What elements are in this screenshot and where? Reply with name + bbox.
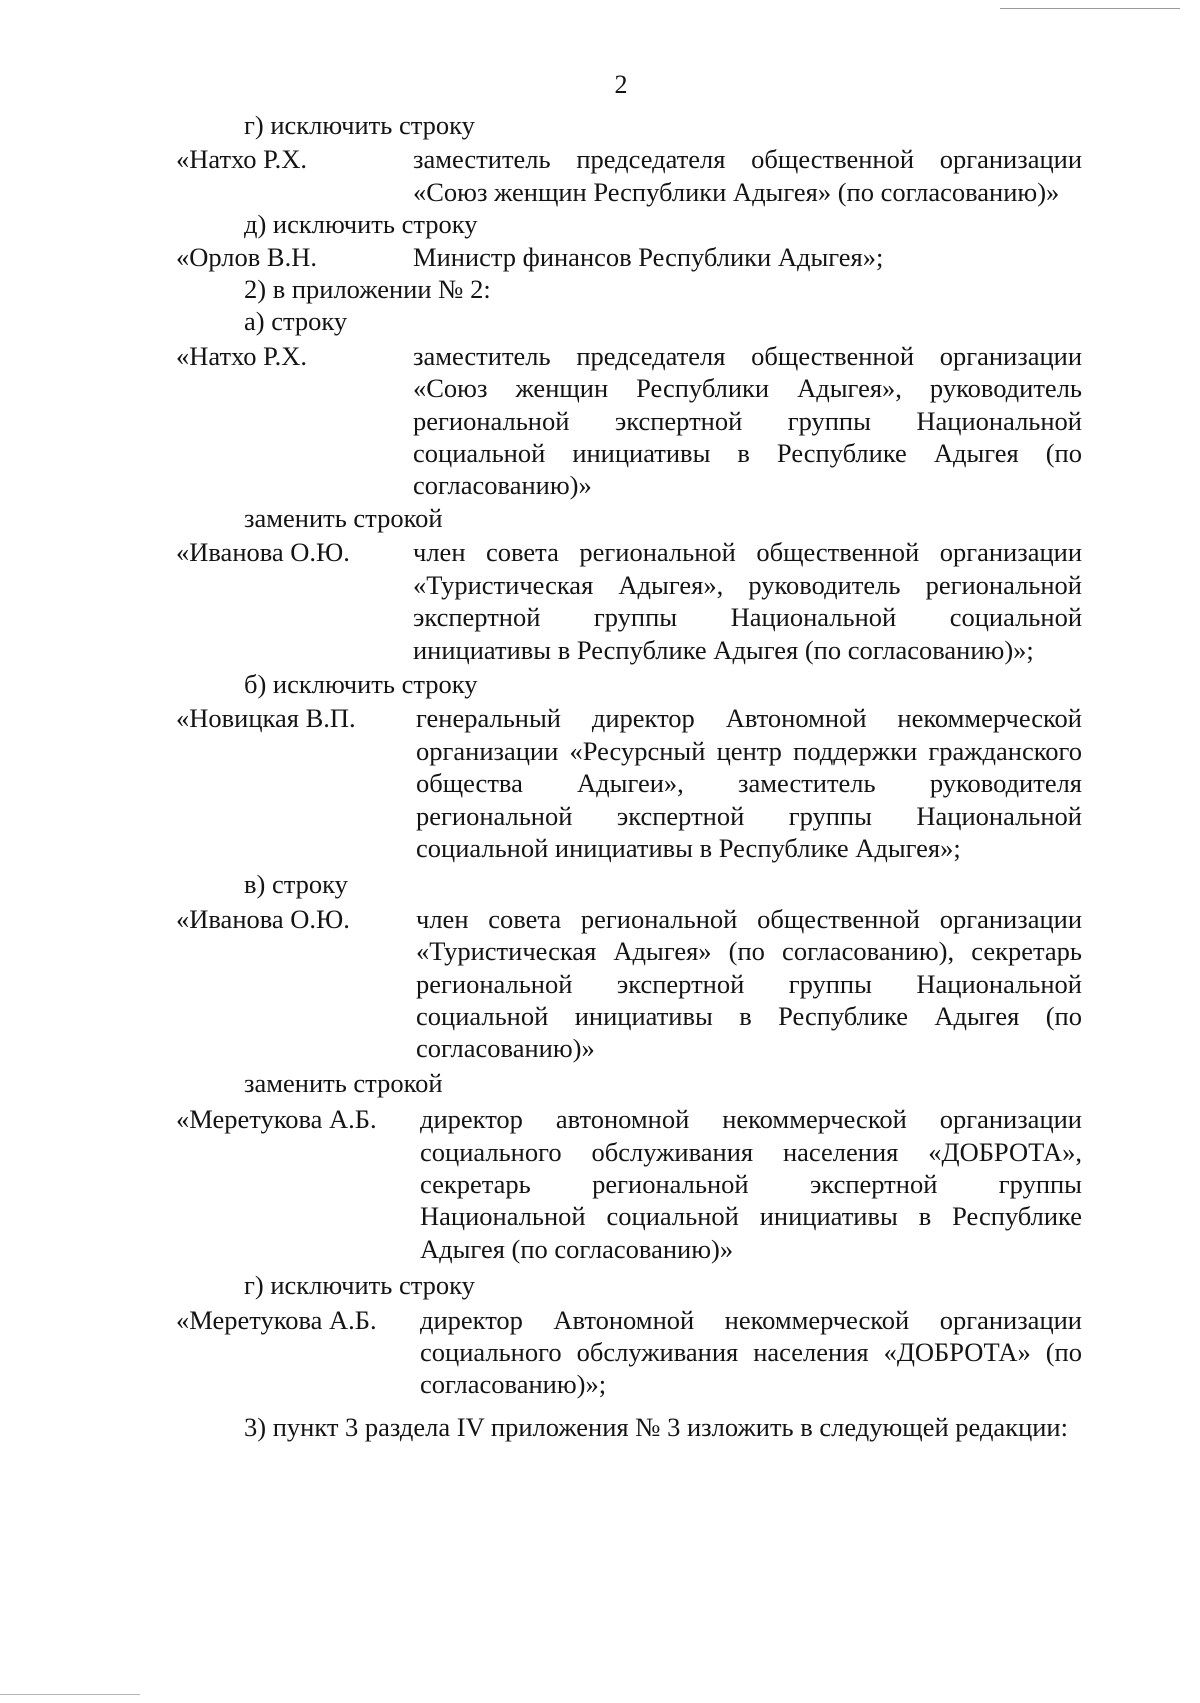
entry-row: [176, 1103, 1082, 1265]
instruction-text: д) исключить строку: [244, 209, 478, 240]
instruction-text: заменить строкой: [244, 1067, 443, 1098]
entry-description: Министр финансов Республики Адыгея»;: [413, 241, 884, 272]
instruction-line: [176, 668, 1082, 700]
instruction-text: г) исключить строку: [244, 110, 475, 140]
entry-name: «Новицкая В.П.: [176, 703, 356, 734]
entry-description: заместитель председателя общественной организации «Союз женщин Республики Адыгея», руководитель региональной экспертной группы Национальной социальной инициативы в Республике Адыгея (по согласованию)»: [413, 340, 1082, 501]
entry-name: «Орлов В.Н.: [176, 241, 317, 272]
entry-row: [176, 702, 1082, 864]
instruction-text: в) строку: [244, 869, 348, 900]
entry-row: [176, 143, 1082, 208]
entry-description: директор Автономной некоммерческой организации социального обслуживания населения «ДОБРОТА» (по согласованию)»;: [420, 1304, 1082, 1400]
entry-name: «Натхо Р.Х.: [176, 144, 307, 175]
instruction-line: [176, 1269, 1082, 1301]
instruction-line: [176, 305, 1082, 337]
entry-row: [176, 1304, 1082, 1401]
instruction-text: а) строку: [244, 306, 348, 337]
entry-name: «Иванова О.Ю.: [176, 537, 350, 568]
instruction-text: г) исключить строку: [244, 1270, 475, 1301]
instruction-line: [176, 502, 1082, 534]
instruction-line: [176, 1067, 1082, 1099]
scan-artifact-top: [1000, 8, 1180, 9]
entry-row: [176, 536, 1082, 666]
instruction-text: 2) в приложении № 2:: [244, 274, 491, 305]
instruction-line: [176, 109, 1082, 141]
instruction-line: [176, 273, 1082, 305]
scan-artifact-bottom: [0, 1694, 140, 1695]
instruction-text: б) исключить строку: [244, 668, 478, 699]
entry-description: генеральный директор Автономной некоммерческой организации «Ресурсный центр поддержки гражданского общества Адыгеи», заместитель руководителя региональной экспертной группы Национальной социальной инициативы в Республике Адыгея»;: [416, 703, 1082, 863]
document-body: [176, 109, 1082, 1443]
entry-name: «Натхо Р.Х.: [176, 340, 307, 371]
entry-description: член совета региональной общественной организации «Туристическая Адыгея» (по согласованию), секретарь региональной экспертной группы Национальной социальной инициативы в Республике Адыгея (по согласованию)»: [416, 903, 1082, 1064]
entry-name: «Иванова О.Ю.: [176, 903, 350, 934]
entry-row: [176, 241, 1082, 273]
entry-row: [176, 340, 1082, 502]
entry-description: член совета региональной общественной организации «Туристическая Адыгея», руководитель региональной экспертной группы Национальной социальной инициативы в Республике Адыгея (по согласованию)»;: [413, 537, 1082, 665]
instruction-text: заменить строкой: [244, 502, 443, 533]
entry-row: [176, 903, 1082, 1065]
entry-name: «Меретукова А.Б.: [176, 1104, 377, 1135]
page-number: 2: [614, 70, 628, 99]
paragraph: 3) пункт 3 раздела IV приложения № 3 изложить в следующей редакции:: [244, 1411, 1068, 1442]
instruction-line: [176, 208, 1082, 240]
entry-name: «Меретукова А.Б.: [176, 1304, 377, 1335]
instruction-line: [176, 868, 1082, 900]
entry-description: директор автономной некоммерческой организации социального обслуживания населения «ДОБРОТА», секретарь региональной экспертной группы Национальной социальной инициативы в Республике Адыгея (по согласованию)»: [420, 1104, 1082, 1264]
entry-description: заместитель председателя общественной организации «Союз женщин Республики Адыгея» (по согласованию)»: [413, 144, 1082, 207]
